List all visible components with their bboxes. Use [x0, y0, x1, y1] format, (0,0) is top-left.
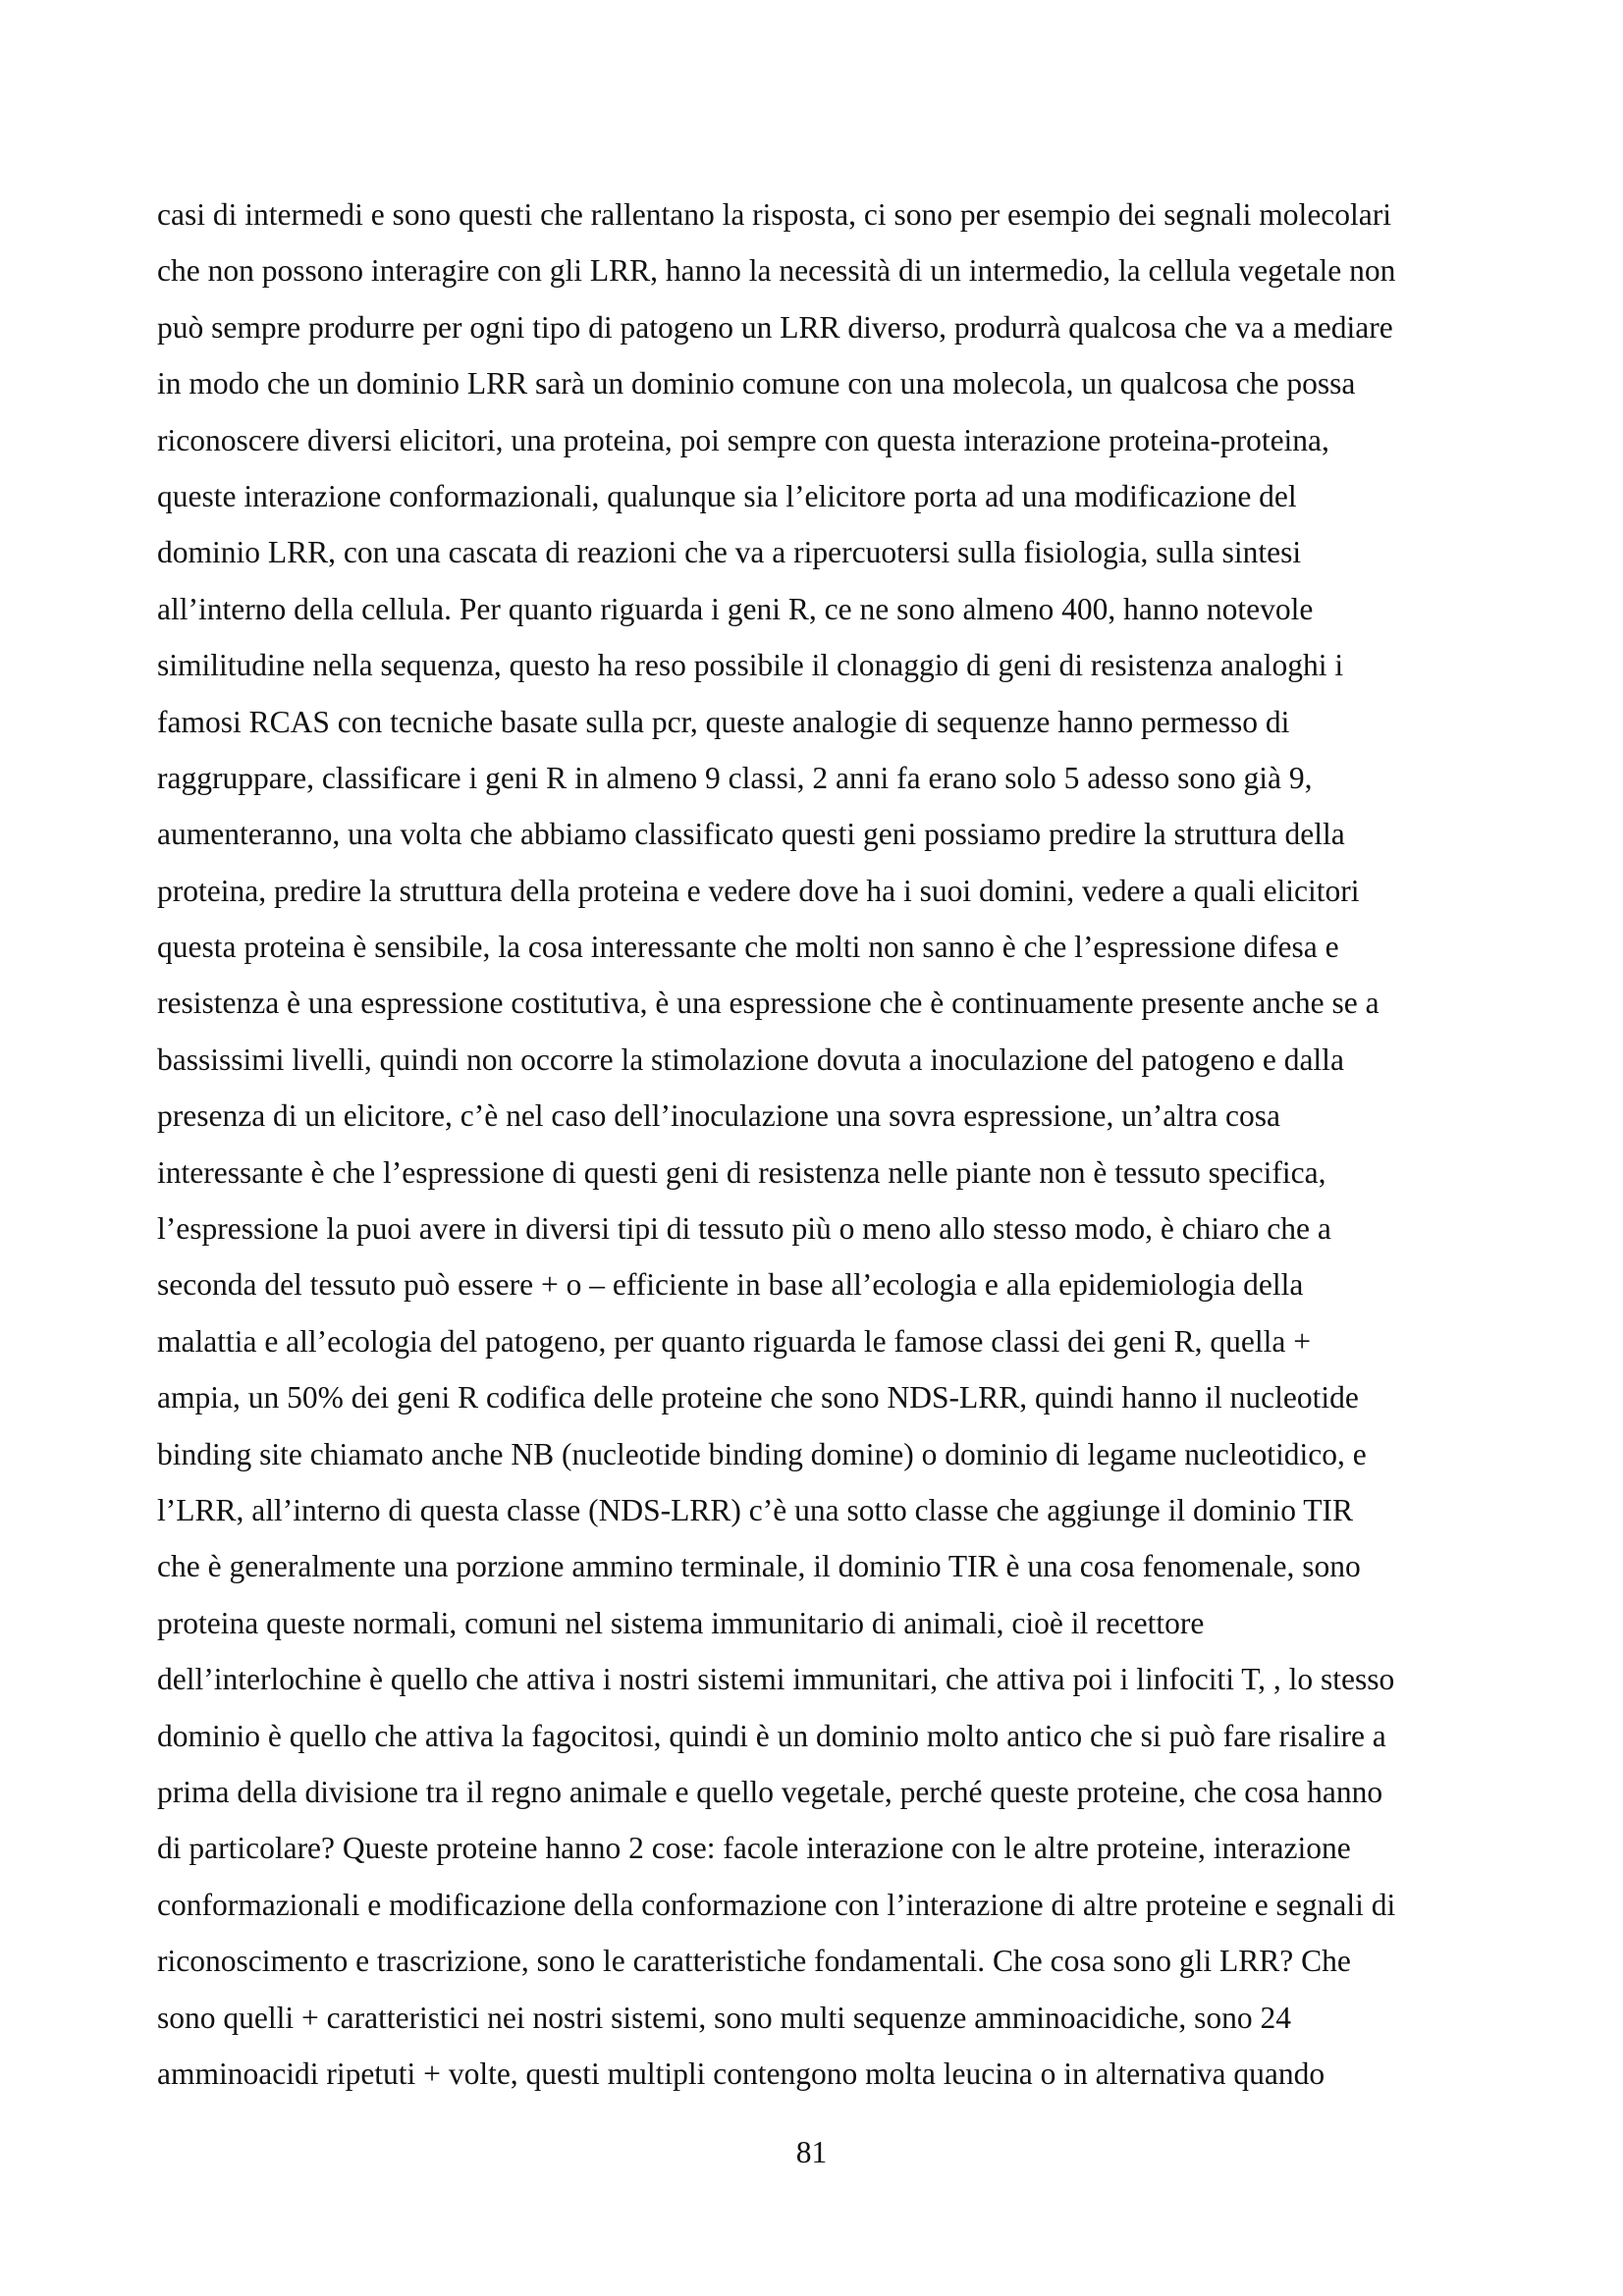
- text-line: l’espressione la puoi avere in diversi tipi di tessuto più o meno allo stesso modo, è chiaro che a: [157, 1211, 1331, 1247]
- text-line: famosi RCAS con tecniche basate sulla pcr, queste analogie di sequenze hanno permesso di: [157, 704, 1290, 739]
- text-line: amminoacidi ripetuti + volte, questi multipli contengono molta leucina o in alternativa quando: [157, 2056, 1325, 2091]
- text-line: che non possono interagire con gli LRR, hanno la necessità di un intermedio, la cellula vegetale non: [157, 253, 1396, 289]
- text-line: conformazionali e modificazione della conformazione con l’interazione di altre proteine e segnali di: [157, 1887, 1396, 1922]
- text-line: prima della divisione tra il regno animale e quello vegetale, perché queste proteine, che cosa hanno: [157, 1774, 1383, 1809]
- text-line: dominio LRR, con una cascata di reazioni che va a ripercuotersi sulla fisiologia, sulla sintesi: [157, 535, 1302, 570]
- text-line: resistenza è una espressione costitutiva, è una espressione che è continuamente presente anche se a: [157, 986, 1380, 1021]
- text-line: all’interno della cellula. Per quanto riguarda i geni R, ce ne sono almeno 400, hanno notevole: [157, 591, 1314, 626]
- text-line: riconoscimento e trascrizione, sono le caratteristiche fondamentali. Che cosa sono gli LRR? Che: [157, 1944, 1351, 1979]
- text-line: binding site chiamato anche NB (nucleotide binding domine) o dominio di legame nucleotidico, e: [157, 1436, 1367, 1471]
- text-line: seconda del tessuto può essere + o – efficiente in base all’ecologia e alla epidemiologia della: [157, 1267, 1304, 1303]
- text-line: interessante è che l’espressione di questi geni di resistenza nelle piante non è tessuto specifica,: [157, 1154, 1326, 1190]
- text-line: l’LRR, all’interno di questa classe (NDS-LRR) c’è una sotto classe che aggiunge il dominio TIR: [157, 1492, 1354, 1527]
- text-line: in modo che un dominio LRR sarà un dominio comune con una molecola, un qualcosa che possa: [157, 366, 1356, 401]
- text-line: aumenteranno, una volta che abbiamo classificato questi geni possiamo predire la struttura della: [157, 817, 1345, 852]
- text-line: riconoscere diversi elicitori, una proteina, poi sempre con questa interazione proteina-proteina,: [157, 422, 1329, 457]
- text-line: proteina queste normali, comuni nel sistema immunitario di animali, cioè il recettore: [157, 1605, 1205, 1640]
- text-line: sono quelli + caratteristici nei nostri sistemi, sono multi sequenze amminoacidiche, sono 24: [157, 2000, 1292, 2035]
- text-line: ampia, un 50% dei geni R codifica delle proteine che sono NDS-LRR, quindi hanno il nucleotide: [157, 1380, 1359, 1415]
- text-line: bassissimi livelli, quindi non occorre la stimolazione dovuta a inoculazione del patogeno e dalla: [157, 1041, 1344, 1077]
- text-line: che è generalmente una porzione ammino terminale, il dominio TIR è una cosa fenomenale, sono: [157, 1549, 1361, 1584]
- text-line: presenza di un elicitore, c’è nel caso dell’inoculazione una sovra espressione, un’altra cosa: [157, 1098, 1281, 1134]
- text-line: può sempre produrre per ogni tipo di patogeno un LRR diverso, produrrà qualcosa che va a mediare: [157, 309, 1393, 345]
- page-number: 81: [795, 2135, 828, 2169]
- text-line: proteina, predire la struttura della proteina e vedere dove ha i suoi domini, vedere a quali elicitori: [157, 873, 1360, 908]
- text-line: queste interazione conformazionali, qualunque sia l’elicitore porta ad una modificazione del: [157, 478, 1297, 513]
- text-line: dell’interlochine è quello che attiva i nostri sistemi immunitari, che attiva poi i linfociti T, , lo stesso: [157, 1662, 1395, 1697]
- text-line: di particolare? Queste proteine hanno 2 cose: facole interazione con le altre proteine, interazione: [157, 1831, 1351, 1866]
- text-line: malattia e all’ecologia del patogeno, per quanto riguarda le famose classi dei geni R, quella +: [157, 1323, 1311, 1359]
- text-line: raggruppare, classificare i geni R in almeno 9 classi, 2 anni fa erano solo 5 adesso sono già 9,: [157, 760, 1313, 795]
- text-line: similitudine nella sequenza, questo ha reso possibile il clonaggio di geni di resistenza analoghi i: [157, 648, 1344, 683]
- text-line: questa proteina è sensibile, la cosa interessante che molti non sanno è che l’espressione difesa e: [157, 930, 1339, 965]
- text-line: dominio è quello che attiva la fagocitosi, quindi è un dominio molto antico che si può fare risalire a: [157, 1718, 1386, 1753]
- text-line: casi di intermedi e sono questi che rallentano la risposta, ci sono per esempio dei segnali molecolari: [157, 197, 1392, 232]
- body-text: [157, 187, 1492, 2102]
